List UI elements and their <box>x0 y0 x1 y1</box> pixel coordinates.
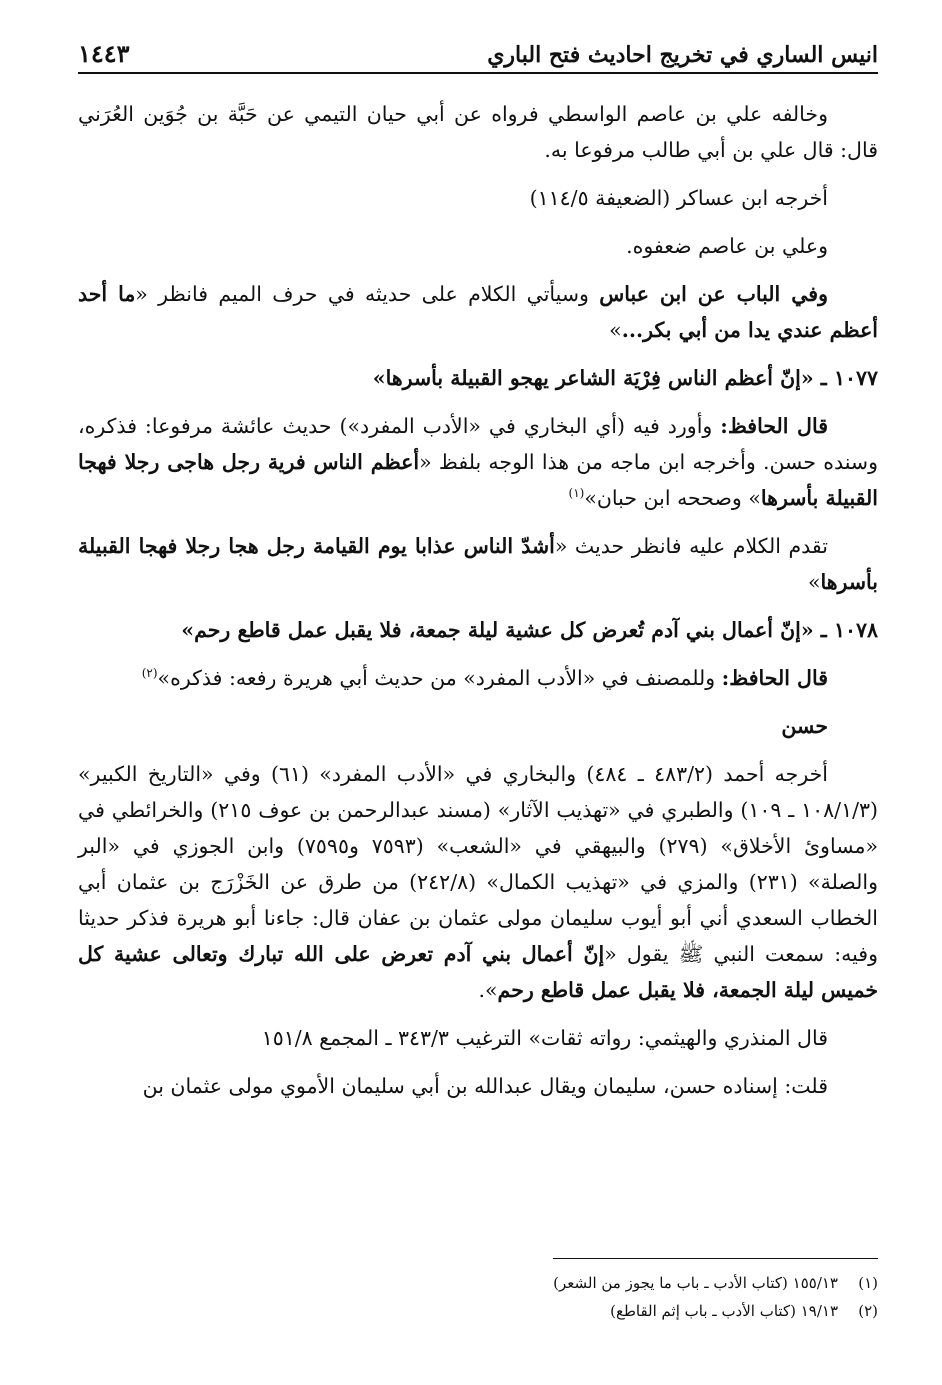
quote-mark: » <box>807 570 821 594</box>
quote-mark: » <box>609 318 622 342</box>
paragraph <box>78 96 878 168</box>
paragraph <box>78 528 878 600</box>
paragraph-text: وأورد فيه (أي البخاري في «الأدب المفرد») حديث عائشة مرفوعا: فذكره، وسنده حسن. وأخرجه ابن ماجه من هذا الوجه بلفظ « <box>78 414 879 474</box>
paragraph <box>78 1020 878 1056</box>
paragraph-text: تقدم الكلام عليه فانظر حديث « <box>554 534 828 558</box>
footnotes <box>78 1258 878 1325</box>
paragraph-text: وعلي بن عاصم ضعفوه. <box>626 234 828 258</box>
running-header <box>78 28 878 74</box>
footnote-divider <box>553 1258 878 1259</box>
paragraph <box>78 1068 878 1104</box>
page-number: ١٤٤٣ <box>78 39 130 68</box>
paragraph <box>78 180 878 216</box>
paragraph-text: أخرجه أحمد (٤٨٣/٢ ـ ٤٨٤) والبخاري في «الأدب المفرد» (٦١) وفي «التاريخ الكبير» (١٠٨/١/٣ ـ ١٠٩) والطبري في «تهذيب الآثار» (مسند عبدالرحمن بن عوف ٢١٥) والخرائطي في «مساوئ الأخلاق» (٢٧٩) والبيهقي في «الشعب» (٧٥٩٣ و٧٥٩٥) وابن الجوزي في «البر والصلة» (٢٣١) والمزي في «تهذيب الكمال» (٢٤٢/٨) من طرق عن الخَزْرَج بن عثمان أبي الخطاب السعدي أني أبو أيوب سليمان مولى عثمان بن عفان قال: جاءنا أبو هريرة فذكر حديثا وفيه: سمعت النبي ﷺ يقول « <box>78 762 879 966</box>
footnote-ref[interactable]: (٢) <box>141 666 158 681</box>
label-text: قال الحافظ: <box>720 414 828 438</box>
hadith-heading-1078: ١٠٧٨ ـ «إنّ أعمال بني آدم تُعرض كل عشية ليلة جمعة، فلا يقبل عمل قاطع رحم» <box>181 618 878 642</box>
hadith-quote: إنّ أعمال بني آدم تعرض على الله تبارك وتعالى عشية كل خميس ليلة الجمعة، فلا يقبل عمل قاطع رحم <box>78 942 878 1002</box>
paragraph-text: وللمصنف في «الأدب المفرد» من حديث أبي هريرة رفعه: فذكره» <box>157 666 722 690</box>
paragraph <box>78 408 878 516</box>
paragraph <box>78 228 878 264</box>
bold-text: وفي الباب عن ابن عباس <box>599 282 828 306</box>
hadith-quote: أعظم الناس فرية رجل هاجى رجلا فهجا القبيلة بأسرها <box>78 450 878 510</box>
paragraph-text: وخالفه علي بن عاصم الواسطي فرواه عن أبي حيان التيمي عن حَبَّة بن جُوَين العُرَني قال: قال علي بن أبي طالب مرفوعا به. <box>78 102 878 162</box>
hadith-quote: ما أحد أعظم عندي يدا من أبي بكر... <box>78 282 878 342</box>
paragraph-text: قلت: إسناده حسن، سليمان ويقال عبدالله بن أبي سليمان الأموي مولى عثمان بن <box>142 1074 828 1098</box>
paragraph-text: » وصححه ابن حبان» <box>584 486 761 510</box>
hadith-quote: أشدّ الناس عذابا يوم القيامة رجل هجا رجلا فهجا القبيلة بأسرها <box>78 534 878 594</box>
label-text: قال الحافظ: <box>721 666 828 690</box>
paragraph <box>78 660 878 696</box>
footnote-number: (٢) <box>858 1302 878 1320</box>
book-title: انيس الساري في تخريج احاديث فتح الباري <box>487 42 878 68</box>
footnote-item <box>78 1269 878 1297</box>
footnote-ref[interactable]: (١) <box>568 486 585 501</box>
footnote-text: ١٩/١٣ (كتاب الأدب ـ باب إثم القاطع) <box>610 1302 838 1320</box>
quote-mark: ». <box>478 978 498 1002</box>
grade-label: حسن <box>781 714 828 738</box>
footnote-number: (١) <box>858 1274 878 1292</box>
paragraph <box>78 756 878 1008</box>
paragraph-text: قال المنذري والهيثمي: رواته ثقات» الترغيب ٣٤٣/٣ ـ المجمع ١٥١/٨ <box>261 1026 828 1050</box>
paragraph-text: وسيأتي الكلام على حديثه في حرف الميم فانظر « <box>135 282 600 306</box>
book-page <box>78 28 879 1320</box>
paragraph <box>78 276 878 348</box>
hadith-heading-1077: ١٠٧٧ ـ «إنّ أعظم الناس فِرْيَة الشاعر يهجو القبيلة بأسرها» <box>372 366 878 390</box>
page-content <box>78 96 878 1104</box>
paragraph-text: أخرجه ابن عساكر (الضعيفة ١١٤/٥) <box>529 186 828 210</box>
footnote-item <box>78 1297 878 1325</box>
footnote-text: ١٥٥/١٣ (كتاب الأدب ـ باب ما يجوز من الشعر) <box>553 1274 838 1292</box>
